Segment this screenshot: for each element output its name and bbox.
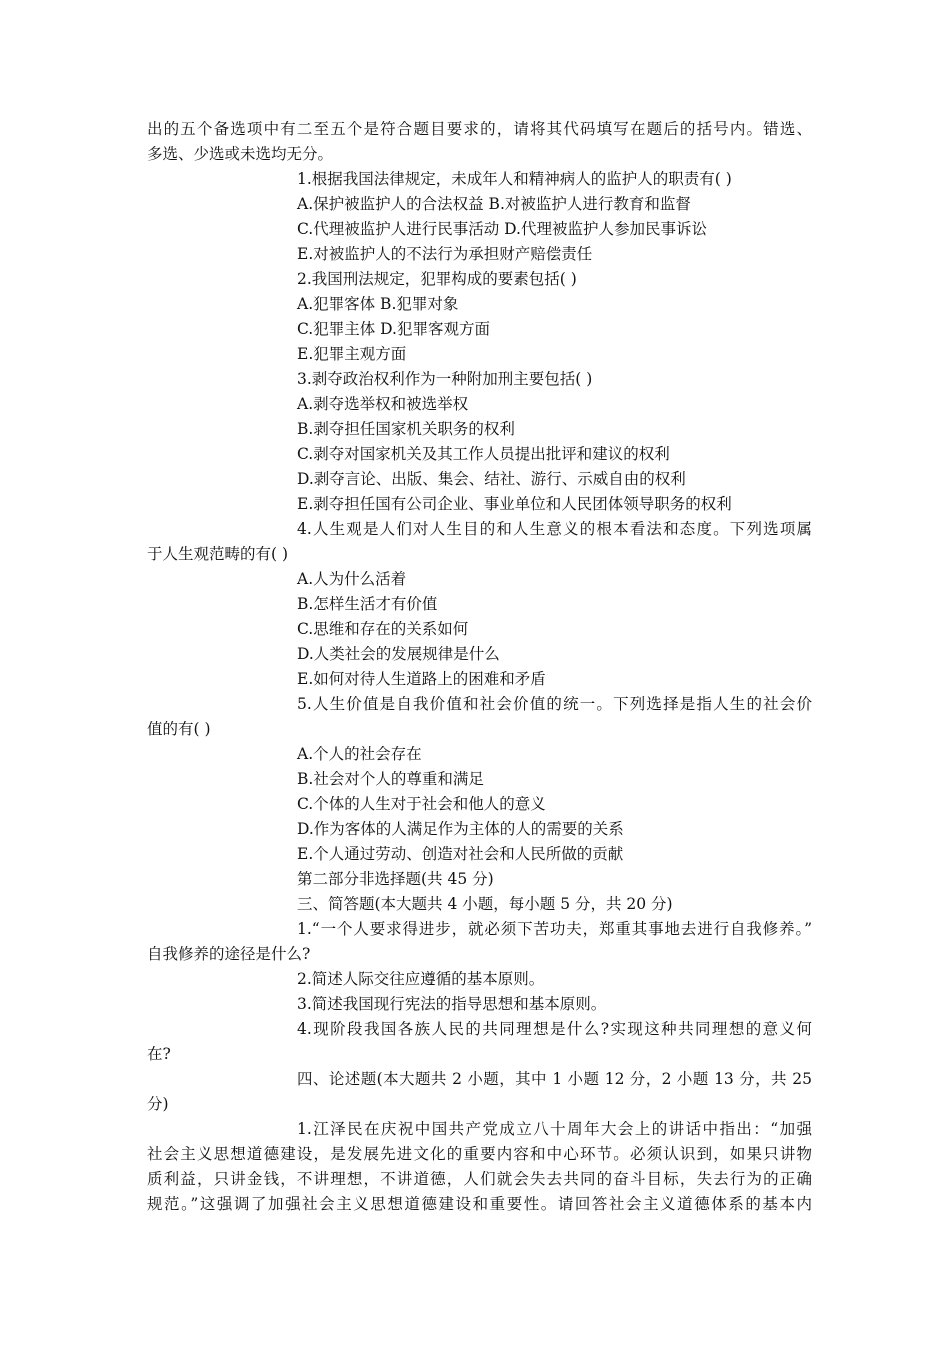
- question-option: E.如何对待人生道路上的困难和矛盾: [297, 670, 546, 688]
- section-title: 分): [147, 1095, 169, 1113]
- question-option: E.剥夺担任国有公司企业、事业单位和人民团体领导职务的权利: [297, 495, 732, 513]
- question-option: D.作为客体的人满足作为主体的人的需要的关系: [297, 820, 624, 838]
- document-page: [147, 117, 812, 1217]
- question-option: A.剥夺选举权和被选举权: [297, 395, 469, 413]
- intro-line: 出的五个备选项中有二至五个是符合题目要求的，请将其代码填写在题后的括号内。错选、: [147, 120, 812, 138]
- question-option: D.剥夺言论、出版、集会、结社、游行、示威自由的权利: [297, 470, 686, 488]
- question-stem: 3.剥夺政治权利作为一种附加刑主要包括( ): [297, 370, 593, 388]
- question-option: E.对被监护人的不法行为承担财产赔偿责任: [297, 245, 593, 263]
- question-option: D.人类社会的发展规律是什么: [297, 645, 500, 663]
- question-stem: 5.人生价值是自我价值和社会价值的统一。下列选择是指人生的社会价: [297, 695, 812, 713]
- short-answer-item: 4.现阶段我国各族人民的共同理想是什么?实现这种共同理想的意义何: [297, 1020, 812, 1038]
- question-option: C.个体的人生对于社会和他人的意义: [297, 795, 546, 813]
- question-option: C.剥夺对国家机关及其工作人员提出批评和建议的权利: [297, 445, 670, 463]
- part-title: 第二部分非选择题(共 45 分): [297, 870, 494, 888]
- question-option: A.犯罪客体 B.犯罪对象: [297, 295, 459, 313]
- question-option: B.剥夺担任国家机关职务的权利: [297, 420, 515, 438]
- short-answer-item: 2.简述人际交往应遵循的基本原则。: [297, 970, 545, 988]
- essay-item: 质利益，只讲金钱，不讲理想，不讲道德，人们就会失去共同的奋斗目标，失去行为的正确: [147, 1170, 812, 1188]
- essay-item: 1.江泽民在庆祝中国共产党成立八十周年大会上的讲话中指出：“加强: [297, 1120, 812, 1138]
- essay-item: 规范。”这强调了加强社会主义思想道德建设和重要性。请回答社会主义道德体系的基本内: [147, 1195, 812, 1213]
- essay-item: 社会主义思想道德建设，是发展先进文化的重要内容和中心环节。必须认识到，如果只讲物: [147, 1145, 812, 1163]
- question-stem: 2.我国刑法规定，犯罪构成的要素包括( ): [297, 270, 577, 288]
- question-option: B.社会对个人的尊重和满足: [297, 770, 484, 788]
- short-answer-item: 自我修养的途径是什么?: [147, 945, 311, 963]
- short-answer-item: 3.简述我国现行宪法的指导思想和基本原则。: [297, 995, 607, 1013]
- intro-line: 多选、少选或未选均无分。: [147, 145, 334, 163]
- section-title: 三、简答题(本大题共 4 小题，每小题 5 分，共 20 分): [297, 895, 673, 913]
- question-stem: 值的有( ): [147, 720, 211, 738]
- question-stem: 1.根据我国法律规定，未成年人和精神病人的监护人的职责有( ): [297, 170, 732, 188]
- question-option: C.思维和存在的关系如何: [297, 620, 469, 638]
- question-option: A.人为什么活着: [297, 570, 407, 588]
- question-stem: 4.人生观是人们对人生目的和人生意义的根本看法和态度。下列选项属: [297, 520, 812, 538]
- question-option: C.犯罪主体 D.犯罪客观方面: [297, 320, 490, 338]
- question-option: E.个人通过劳动、创造对社会和人民所做的贡献: [297, 845, 624, 863]
- question-option: C.代理被监护人进行民事活动 D.代理被监护人参加民事诉讼: [297, 220, 707, 238]
- question-stem: 于人生观范畴的有( ): [147, 545, 289, 563]
- question-option: B.怎样生活才有价值: [297, 595, 438, 613]
- short-answer-item: 1.“一个人要求得进步，就必须下苦功夫，郑重其事地去进行自我修养。”: [297, 920, 812, 938]
- question-option: E.犯罪主观方面: [297, 345, 407, 363]
- section-title: 四、论述题(本大题共 2 小题，其中 1 小题 12 分，2 小题 13 分，共 25: [297, 1070, 812, 1088]
- question-option: A.个人的社会存在: [297, 745, 422, 763]
- question-option: A.保护被监护人的合法权益 B.对被监护人进行教育和监督: [297, 195, 691, 213]
- short-answer-item: 在?: [147, 1045, 171, 1063]
